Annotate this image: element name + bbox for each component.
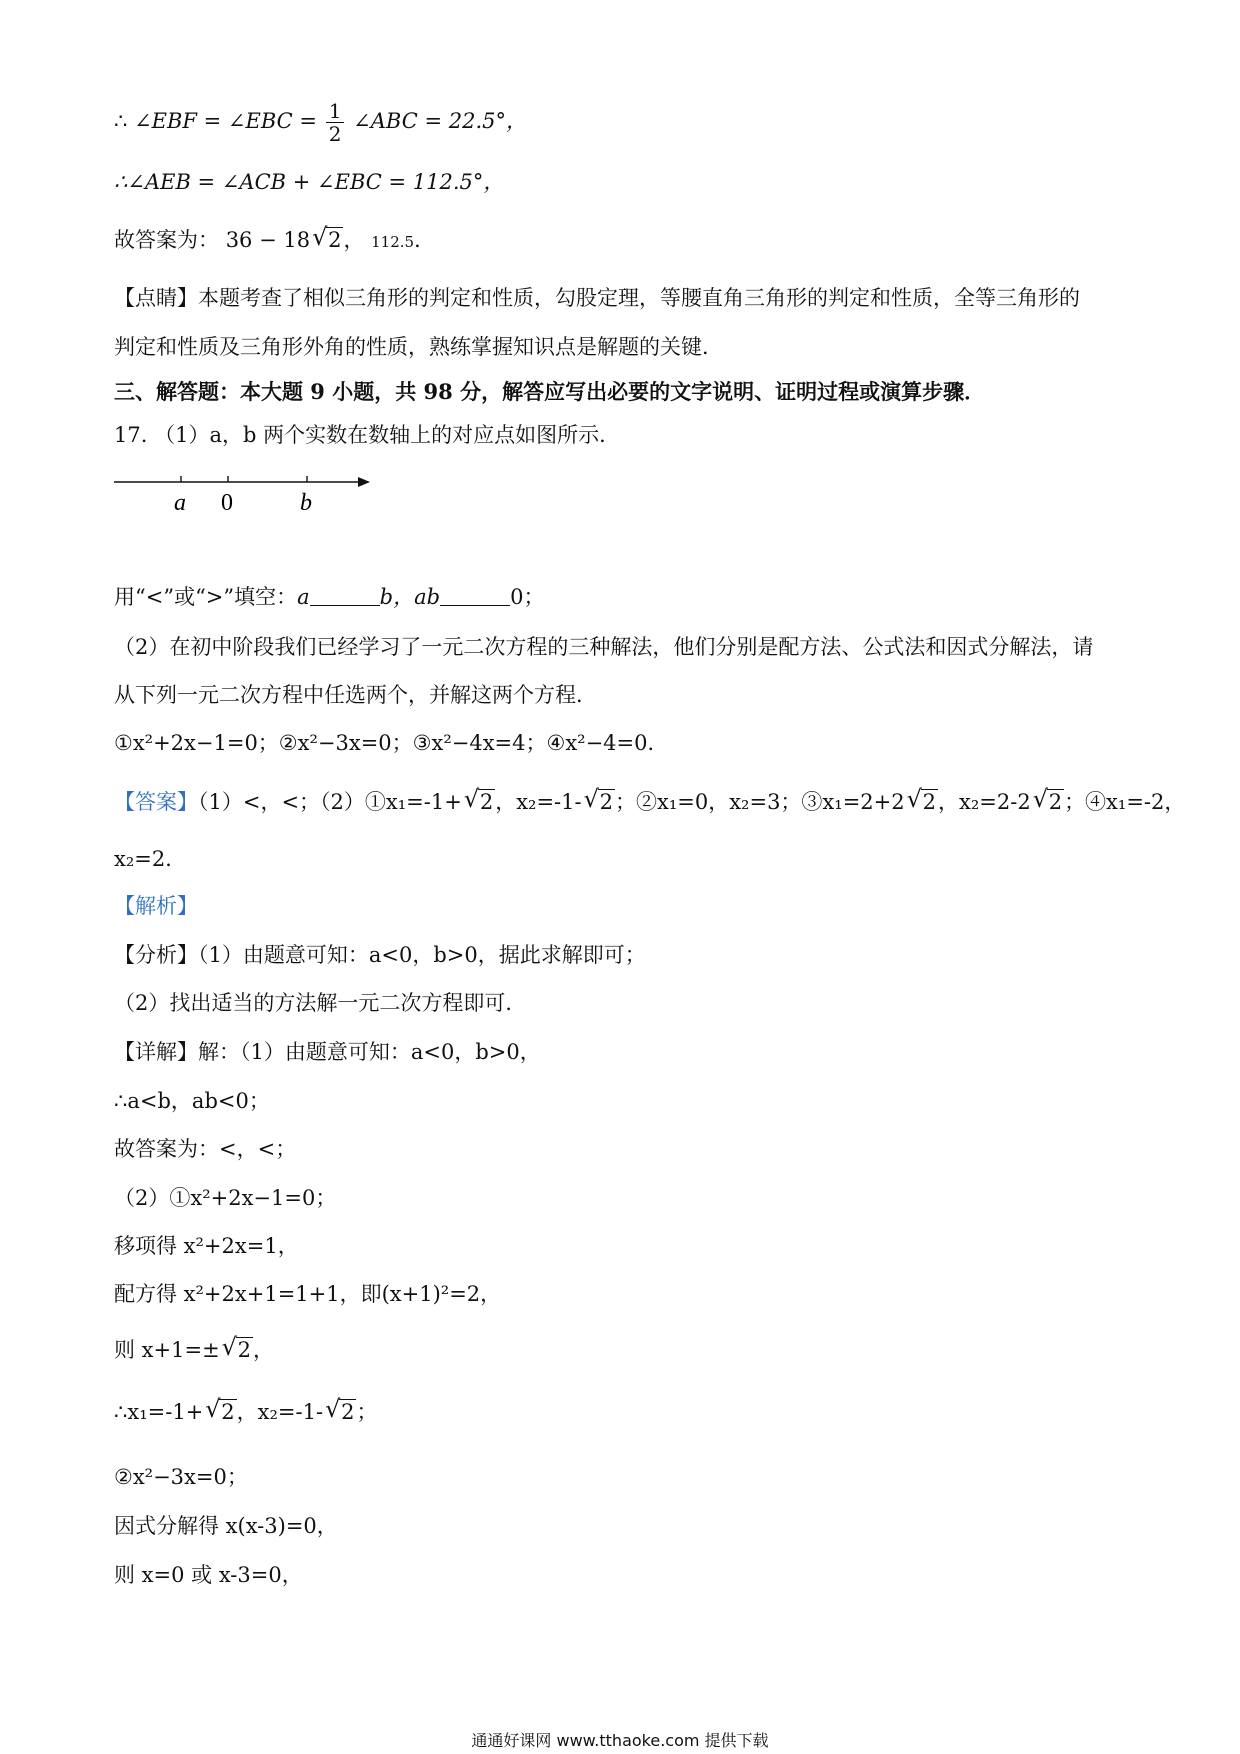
dianjing-line-2: 判定和性质及三角形外角的性质，熟练掌握知识点是解题的关键． (114, 335, 723, 359)
xiangjie-line-10: 因式分解得 x(x-3)=0， (114, 1514, 338, 1538)
sqrt-symbol: √ 2 (312, 226, 343, 254)
xiangjie-line-7: 则 x+1=±√ 2， (114, 1336, 274, 1364)
number-line-diagram (114, 470, 374, 520)
blank-1[interactable] (310, 587, 380, 606)
question-17-part1: 17. （1）a，b 两个实数在数轴上的对应点如图所示． (114, 423, 621, 447)
fill-blank-line: 用“<”或“>”填空：a b，ab 0； (114, 585, 545, 609)
label-b: b (300, 490, 312, 516)
page-footer: 通通好课网 www.tthaoke.com 提供下载 (471, 1731, 769, 1750)
blank-2[interactable] (440, 587, 510, 606)
xiangjie-line-11: 则 x=0 或 x-3=0， (114, 1563, 303, 1587)
answer-line-17: 【答案】（1）<，<；（2）①x₁=-1+√ 2，x₂=-1-√ 2；②x₁=0，x₂=3；③x₁=2+2√ 2，x₂=2-2√ 2；④x₁=-2， (114, 788, 1185, 816)
question-17-part2-line1: （2）在初中阶段我们已经学习了一元二次方程的三种解法，他们分别是配方法、公式法和因式分解法，请 (114, 635, 1094, 659)
solution-line-angle-aeb: ∴∠AEB = ∠ACB + ∠EBC = 112.5°， (114, 170, 505, 194)
fenxi-line-1: 【分析】（1）由题意可知：a<0，b>0，据此求解即可； (114, 943, 646, 967)
xiangjie-line-3: 故答案为：<，<； (114, 1137, 297, 1161)
xiangjie-line-1: 【详解】解：（1）由题意可知：a<0，b>0， (114, 1040, 541, 1064)
xiangjie-line-8: ∴x₁=-1+√ 2，x₂=-1-√ 2； (114, 1398, 377, 1426)
answer-tag: 【答案】 (114, 790, 198, 814)
answer-line-17-cont: x₂=2． (114, 847, 187, 871)
section-heading: 三、解答题：本大题 9 小题，共 98 分，解答应写出必要的文字说明、证明过程或演算步骤． (114, 379, 986, 404)
fenxi-line-2: （2）找出适当的方法解一元二次方程即可． (114, 991, 527, 1015)
question-17-part2-line2: 从下列一元二次方程中任选两个，并解这两个方程． (114, 683, 597, 707)
xiangjie-line-4: （2）①x²+2x−1=0； (114, 1186, 337, 1210)
fraction-one-half: $\frac{1}{2}$ (326, 100, 345, 145)
dianjing-line-1: 【点睛】本题考查了相似三角形的判定和性质，勾股定理，等腰直角三角形的判定和性质，全等三角形的 (114, 286, 1080, 310)
label-a: a (174, 490, 186, 516)
solution-line-angle-ebf: ∴ ∠EBF = ∠EBC = $\frac{1}{2}$ ∠ABC = 22.5°， (114, 99, 527, 146)
xiangjie-line-9: ②x²−3x=0； (114, 1465, 248, 1489)
number-line-arrow (358, 477, 370, 487)
xiangjie-line-2: ∴a<b，ab<0； (114, 1089, 270, 1113)
xiangjie-line-5: 移项得 x²+2x=1， (114, 1234, 299, 1258)
answer-line-previous: 故答案为： 36 − 18√ 2， 112.5． (114, 226, 435, 256)
label-0: 0 (221, 490, 233, 516)
analysis-tag: 【解析】 (114, 894, 198, 918)
equation-list: ①x²+2x−1=0；②x²−3x=0；③x²−4x=4；④x²−4=0． (114, 731, 669, 755)
xiangjie-line-6: 配方得 x²+2x+1=1+1，即(x+1)²=2， (114, 1282, 502, 1306)
